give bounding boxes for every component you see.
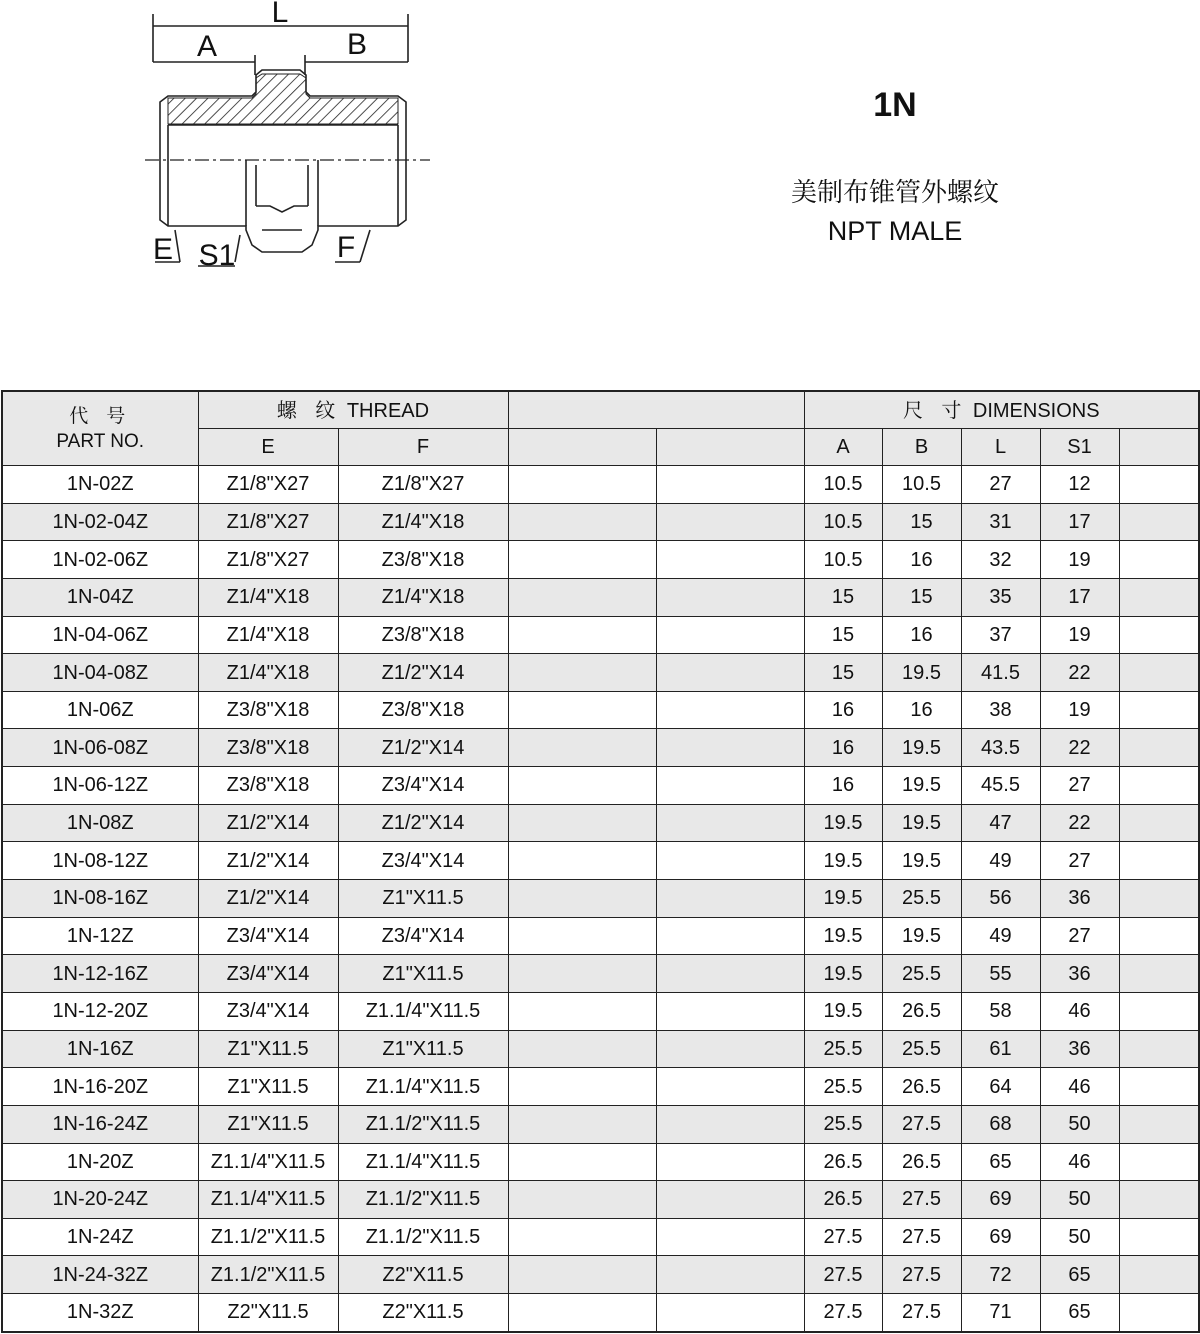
cell-thread-f: Z1"X11.5 — [338, 955, 508, 993]
cell-dim-b: 15 — [882, 578, 961, 616]
cell-dim-l: 61 — [961, 1030, 1040, 1068]
cell-dim-b: 19.5 — [882, 729, 961, 767]
cell-thread-e: Z1/4"X18 — [198, 616, 338, 654]
cell-dim-b: 16 — [882, 616, 961, 654]
cell-dim-b: 27.5 — [882, 1218, 961, 1256]
cell-dim-a: 10.5 — [804, 503, 882, 541]
subtitle-chinese: 美制布锥管外螺纹 — [790, 178, 999, 208]
cell-dim-s1: 27 — [1040, 767, 1119, 805]
cell-dim-a: 15 — [804, 654, 882, 692]
cell-part-no: 1N-16-24Z — [2, 1105, 198, 1143]
cell-blank — [656, 1068, 804, 1106]
cell-thread-f: Z1.1/4"X11.5 — [338, 992, 508, 1030]
cell-dim-s1: 19 — [1040, 691, 1119, 729]
cell-thread-f: Z1/4"X18 — [338, 578, 508, 616]
cell-dim-l: 27 — [961, 466, 1040, 504]
cell-part-no: 1N-06Z — [2, 691, 198, 729]
cell-dim-s1: 50 — [1040, 1105, 1119, 1143]
table-row — [2, 616, 1199, 654]
cell-part-no: 1N-02-06Z — [2, 541, 198, 579]
cell-dim-b: 25.5 — [882, 955, 961, 993]
cell-blank — [1119, 1218, 1199, 1256]
cell-blank — [656, 767, 804, 805]
cell-thread-f: Z1.1/4"X11.5 — [338, 1143, 508, 1181]
cell-blank — [508, 729, 656, 767]
cell-thread-e: Z1.1/4"X11.5 — [198, 1143, 338, 1181]
cell-dim-b: 26.5 — [882, 1143, 961, 1181]
table-row — [2, 1181, 1199, 1219]
cell-thread-f: Z3/4"X14 — [338, 767, 508, 805]
cell-dim-s1: 46 — [1040, 992, 1119, 1030]
cell-dim-b: 19.5 — [882, 917, 961, 955]
cell-dim-a: 19.5 — [804, 880, 882, 918]
cell-dim-b: 16 — [882, 541, 961, 579]
cell-thread-f: Z1"X11.5 — [338, 880, 508, 918]
cell-thread-e: Z1/2"X14 — [198, 842, 338, 880]
page-title: 1N — [873, 86, 917, 124]
cell-blank — [656, 541, 804, 579]
cell-dim-a: 10.5 — [804, 541, 882, 579]
table-row — [2, 691, 1199, 729]
cell-dim-a: 27.5 — [804, 1294, 882, 1332]
header-part-no — [2, 391, 198, 466]
cell-blank — [656, 616, 804, 654]
cell-blank — [1119, 1030, 1199, 1068]
header-part-en: PART NO. — [56, 430, 145, 452]
cell-dim-l: 69 — [961, 1218, 1040, 1256]
cell-part-no: 1N-12Z — [2, 917, 198, 955]
cell-dim-b: 25.5 — [882, 880, 961, 918]
table-row — [2, 917, 1199, 955]
cell-blank — [508, 1294, 656, 1332]
cell-thread-f: Z3/4"X14 — [338, 917, 508, 955]
cell-dim-s1: 36 — [1040, 1030, 1119, 1068]
table-row — [2, 992, 1199, 1030]
cell-dim-a: 19.5 — [804, 955, 882, 993]
cell-dim-b: 16 — [882, 691, 961, 729]
cell-dim-s1: 19 — [1040, 541, 1119, 579]
col-header-blank — [508, 429, 656, 466]
cell-dim-a: 19.5 — [804, 804, 882, 842]
cell-blank — [508, 1218, 656, 1256]
table-row — [2, 1294, 1199, 1332]
cell-dim-l: 71 — [961, 1294, 1040, 1332]
col-header-s1: S1 — [1040, 429, 1119, 466]
table-row — [2, 1068, 1199, 1106]
cell-dim-a: 16 — [804, 729, 882, 767]
cell-thread-e: Z1/2"X14 — [198, 880, 338, 918]
cell-thread-e: Z1.1/2"X11.5 — [198, 1218, 338, 1256]
header-thread-cn: 螺 纹 — [276, 397, 342, 422]
cell-dim-a: 25.5 — [804, 1068, 882, 1106]
cell-part-no: 1N-06-12Z — [2, 767, 198, 805]
cell-dim-l: 58 — [961, 992, 1040, 1030]
cell-dim-l: 55 — [961, 955, 1040, 993]
cell-dim-s1: 22 — [1040, 729, 1119, 767]
cell-blank — [508, 992, 656, 1030]
cell-blank — [656, 842, 804, 880]
cell-thread-e: Z1"X11.5 — [198, 1068, 338, 1106]
cell-thread-e: Z1/2"X14 — [198, 804, 338, 842]
col-header-a: A — [804, 429, 882, 466]
cell-blank — [508, 1068, 656, 1106]
cell-dim-a: 16 — [804, 767, 882, 805]
cell-dim-a: 10.5 — [804, 466, 882, 504]
cell-dim-b: 19.5 — [882, 767, 961, 805]
cell-blank — [1119, 804, 1199, 842]
table-row — [2, 767, 1199, 805]
cell-thread-f: Z1/4"X18 — [338, 503, 508, 541]
cell-dim-b: 10.5 — [882, 466, 961, 504]
table-row — [2, 1256, 1199, 1294]
cell-thread-e: Z3/4"X14 — [198, 917, 338, 955]
cell-part-no: 1N-04-08Z — [2, 654, 198, 692]
col-header-blank — [656, 429, 804, 466]
cell-dim-s1: 22 — [1040, 654, 1119, 692]
table-row — [2, 578, 1199, 616]
dim-label-s1: S1 — [198, 239, 236, 272]
cell-blank — [508, 654, 656, 692]
cell-dim-l: 49 — [961, 917, 1040, 955]
cell-part-no: 1N-20Z — [2, 1143, 198, 1181]
header-thread-en: THREAD — [346, 399, 430, 422]
table-row — [2, 1143, 1199, 1181]
cell-dim-a: 15 — [804, 616, 882, 654]
cell-dim-a: 25.5 — [804, 1105, 882, 1143]
cell-blank — [508, 955, 656, 993]
cell-dim-a: 19.5 — [804, 992, 882, 1030]
cell-thread-e: Z3/4"X14 — [198, 955, 338, 993]
cell-thread-e: Z1.1/2"X11.5 — [198, 1256, 338, 1294]
header-thread — [198, 391, 508, 429]
cell-blank — [1119, 691, 1199, 729]
cell-blank — [508, 1105, 656, 1143]
table-row — [2, 804, 1199, 842]
cell-dim-a: 19.5 — [804, 842, 882, 880]
cell-blank — [508, 503, 656, 541]
cell-dim-b: 27.5 — [882, 1181, 961, 1219]
cell-part-no: 1N-06-08Z — [2, 729, 198, 767]
table-row — [2, 729, 1199, 767]
cell-part-no: 1N-02-04Z — [2, 503, 198, 541]
cell-blank — [656, 691, 804, 729]
spec-table — [1, 390, 1200, 1333]
cell-thread-e: Z3/8"X18 — [198, 767, 338, 805]
cell-dim-s1: 22 — [1040, 804, 1119, 842]
cell-blank — [656, 654, 804, 692]
header-dim-en: DIMENSIONS — [972, 399, 1100, 422]
cell-dim-s1: 46 — [1040, 1068, 1119, 1106]
col-header-blank — [1119, 429, 1199, 466]
cell-dim-b: 19.5 — [882, 804, 961, 842]
cell-thread-e: Z3/8"X18 — [198, 729, 338, 767]
cell-thread-e: Z1"X11.5 — [198, 1105, 338, 1143]
cell-part-no: 1N-08Z — [2, 804, 198, 842]
cell-blank — [1119, 917, 1199, 955]
cell-blank — [1119, 955, 1199, 993]
cell-dim-l: 37 — [961, 616, 1040, 654]
cell-blank — [1119, 729, 1199, 767]
cell-blank — [1119, 578, 1199, 616]
cell-blank — [656, 729, 804, 767]
col-header-b: B — [882, 429, 961, 466]
cell-blank — [656, 1030, 804, 1068]
table-row — [2, 466, 1199, 504]
cell-blank — [656, 578, 804, 616]
cell-blank — [1119, 541, 1199, 579]
table-row — [2, 1105, 1199, 1143]
cell-dim-b: 15 — [882, 503, 961, 541]
cell-thread-f: Z1.1/4"X11.5 — [338, 1068, 508, 1106]
cell-thread-e: Z3/8"X18 — [198, 691, 338, 729]
cell-dim-l: 38 — [961, 691, 1040, 729]
cell-blank — [1119, 1294, 1199, 1332]
cell-dim-s1: 65 — [1040, 1294, 1119, 1332]
cell-dim-l: 69 — [961, 1181, 1040, 1219]
cell-part-no: 1N-24Z — [2, 1218, 198, 1256]
cell-blank — [1119, 1105, 1199, 1143]
cell-dim-l: 35 — [961, 578, 1040, 616]
cell-blank — [508, 691, 656, 729]
cell-blank — [656, 1294, 804, 1332]
header-dimensions — [804, 391, 1199, 429]
cell-blank — [656, 1105, 804, 1143]
cell-blank — [508, 616, 656, 654]
cell-blank — [1119, 616, 1199, 654]
cell-part-no: 1N-12-16Z — [2, 955, 198, 993]
table-row — [2, 955, 1199, 993]
cell-dim-l: 64 — [961, 1068, 1040, 1106]
cell-blank — [1119, 1068, 1199, 1106]
cell-dim-s1: 27 — [1040, 917, 1119, 955]
cell-thread-f: Z1.1/2"X11.5 — [338, 1181, 508, 1219]
cell-blank — [1119, 1181, 1199, 1219]
cell-dim-b: 27.5 — [882, 1294, 961, 1332]
table-row — [2, 1218, 1199, 1256]
cell-dim-l: 31 — [961, 503, 1040, 541]
header-blank — [508, 391, 804, 429]
cell-dim-b: 27.5 — [882, 1256, 961, 1294]
cell-blank — [656, 1143, 804, 1181]
cell-dim-b: 25.5 — [882, 1030, 961, 1068]
cell-dim-a: 19.5 — [804, 917, 882, 955]
header-dim-cn: 尺 寸 — [902, 397, 968, 422]
cell-blank — [508, 578, 656, 616]
cell-dim-a: 25.5 — [804, 1030, 882, 1068]
cell-thread-f: Z3/4"X14 — [338, 842, 508, 880]
cell-blank — [656, 955, 804, 993]
cell-dim-a: 16 — [804, 691, 882, 729]
cell-thread-e: Z1/4"X18 — [198, 578, 338, 616]
cell-blank — [1119, 842, 1199, 880]
cell-part-no: 1N-04-06Z — [2, 616, 198, 654]
cell-dim-l: 56 — [961, 880, 1040, 918]
cell-part-no: 1N-16-20Z — [2, 1068, 198, 1106]
cell-blank — [508, 1143, 656, 1181]
cell-blank — [508, 917, 656, 955]
cell-dim-s1: 36 — [1040, 880, 1119, 918]
cell-thread-e: Z1"X11.5 — [198, 1030, 338, 1068]
cell-blank — [1119, 1256, 1199, 1294]
cell-blank — [1119, 466, 1199, 504]
cell-dim-b: 27.5 — [882, 1105, 961, 1143]
cell-blank — [508, 842, 656, 880]
table-row — [2, 503, 1199, 541]
cell-thread-f: Z1"X11.5 — [338, 1030, 508, 1068]
cell-blank — [656, 1218, 804, 1256]
cell-blank — [508, 804, 656, 842]
dim-label-e: E — [152, 233, 174, 266]
cell-blank — [656, 804, 804, 842]
cell-blank — [656, 1256, 804, 1294]
cell-dim-s1: 17 — [1040, 503, 1119, 541]
cell-thread-f: Z3/8"X18 — [338, 691, 508, 729]
cell-dim-s1: 27 — [1040, 842, 1119, 880]
cell-dim-l: 72 — [961, 1256, 1040, 1294]
cell-dim-s1: 12 — [1040, 466, 1119, 504]
cell-thread-f: Z1/8"X27 — [338, 466, 508, 504]
cell-dim-l: 43.5 — [961, 729, 1040, 767]
cell-thread-f: Z1.1/2"X11.5 — [338, 1105, 508, 1143]
cell-blank — [508, 466, 656, 504]
cell-dim-l: 47 — [961, 804, 1040, 842]
cell-dim-a: 27.5 — [804, 1218, 882, 1256]
dim-label-a: A — [196, 30, 218, 63]
cell-dim-l: 32 — [961, 541, 1040, 579]
cell-thread-f: Z2"X11.5 — [338, 1256, 508, 1294]
cell-blank — [508, 1256, 656, 1294]
cell-blank — [508, 880, 656, 918]
cell-blank — [508, 1181, 656, 1219]
col-header-e: E — [198, 429, 338, 466]
cell-part-no: 1N-32Z — [2, 1294, 198, 1332]
cell-blank — [656, 466, 804, 504]
cell-thread-e: Z2"X11.5 — [198, 1294, 338, 1332]
cell-dim-a: 15 — [804, 578, 882, 616]
table-row — [2, 1030, 1199, 1068]
cell-dim-b: 26.5 — [882, 1068, 961, 1106]
dim-label-b: B — [346, 28, 368, 61]
cell-part-no: 1N-08-12Z — [2, 842, 198, 880]
cell-blank — [1119, 767, 1199, 805]
cell-thread-f: Z1/2"X14 — [338, 729, 508, 767]
cell-blank — [508, 767, 656, 805]
cell-dim-l: 49 — [961, 842, 1040, 880]
cell-dim-s1: 65 — [1040, 1256, 1119, 1294]
cell-blank — [508, 1030, 656, 1068]
cell-dim-l: 65 — [961, 1143, 1040, 1181]
cell-blank — [656, 1181, 804, 1219]
cell-dim-s1: 19 — [1040, 616, 1119, 654]
cell-dim-s1: 36 — [1040, 955, 1119, 993]
cell-thread-e: Z1.1/4"X11.5 — [198, 1181, 338, 1219]
cell-part-no: 1N-04Z — [2, 578, 198, 616]
cell-dim-b: 19.5 — [882, 842, 961, 880]
cell-thread-f: Z1.1/2"X11.5 — [338, 1218, 508, 1256]
cell-dim-s1: 17 — [1040, 578, 1119, 616]
cell-part-no: 1N-20-24Z — [2, 1181, 198, 1219]
cell-blank — [656, 992, 804, 1030]
cell-thread-e: Z1/8"X27 — [198, 466, 338, 504]
subtitle-english: NPT MALE — [827, 216, 963, 246]
fitting-drawing — [140, 0, 440, 290]
cell-part-no: 1N-02Z — [2, 466, 198, 504]
table-body — [2, 466, 1199, 1332]
table-row — [2, 842, 1199, 880]
cell-dim-a: 26.5 — [804, 1143, 882, 1181]
col-header-l: L — [961, 429, 1040, 466]
cell-dim-l: 68 — [961, 1105, 1040, 1143]
cell-blank — [656, 503, 804, 541]
header-part-cn: 代 号 — [69, 404, 132, 427]
table-row — [2, 541, 1199, 579]
cell-thread-f: Z1/2"X14 — [338, 654, 508, 692]
cell-dim-s1: 50 — [1040, 1218, 1119, 1256]
dim-label-f: F — [336, 231, 356, 264]
cell-dim-l: 41.5 — [961, 654, 1040, 692]
cell-blank — [1119, 880, 1199, 918]
cell-thread-e: Z1/8"X27 — [198, 503, 338, 541]
cell-dim-s1: 46 — [1040, 1143, 1119, 1181]
cell-part-no: 1N-16Z — [2, 1030, 198, 1068]
cell-part-no: 1N-24-32Z — [2, 1256, 198, 1294]
cell-dim-a: 26.5 — [804, 1181, 882, 1219]
cell-blank — [656, 917, 804, 955]
cell-blank — [1119, 1143, 1199, 1181]
cell-part-no: 1N-12-20Z — [2, 992, 198, 1030]
cell-blank — [1119, 992, 1199, 1030]
cell-thread-f: Z2"X11.5 — [338, 1294, 508, 1332]
cell-thread-e: Z1/8"X27 — [198, 541, 338, 579]
table-row — [2, 654, 1199, 692]
cell-thread-e: Z3/4"X14 — [198, 992, 338, 1030]
cell-dim-l: 45.5 — [961, 767, 1040, 805]
cell-dim-b: 26.5 — [882, 992, 961, 1030]
cell-part-no: 1N-08-16Z — [2, 880, 198, 918]
cell-dim-a: 27.5 — [804, 1256, 882, 1294]
cell-thread-f: Z1/2"X14 — [338, 804, 508, 842]
dim-label-l: L — [271, 0, 289, 29]
cell-blank — [1119, 654, 1199, 692]
cell-dim-s1: 50 — [1040, 1181, 1119, 1219]
cell-blank — [656, 880, 804, 918]
col-header-f: F — [338, 429, 508, 466]
cell-thread-f: Z3/8"X18 — [338, 541, 508, 579]
cell-thread-f: Z3/8"X18 — [338, 616, 508, 654]
cell-dim-b: 19.5 — [882, 654, 961, 692]
cell-blank — [508, 541, 656, 579]
cell-blank — [1119, 503, 1199, 541]
table-row — [2, 880, 1199, 918]
cell-thread-e: Z1/4"X18 — [198, 654, 338, 692]
